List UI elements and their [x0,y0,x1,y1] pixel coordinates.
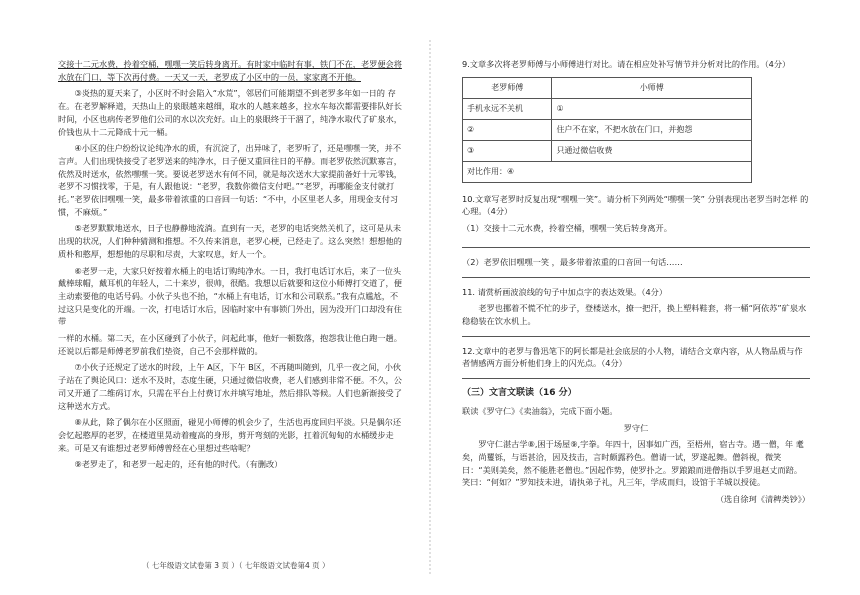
paragraph-3: ③炎热的夏天来了，小区时不时会陷入“水荒”，邻居们可能期望不到老罗多年如一日的 存在。在老罗解释道，天热山上的泉眼越来越细，取水的人越来越多，拉水车每次都需要排队好长 时间，小区也病传老罗他们公司的水以次充好。山上的泉眼终于干涸了，纯净水取代了矿泉水，价钱也从十二元降成十元一桶。 [58,88,402,137]
paragraph-1: 交接十二元水费，拎着空桶，嘿嘿一笑后转身离开。有时家中临时有事，铁门不在，老罗便会将水放在门口，等下次再付费。一天又一天，老罗成了小区中的一员，家家离不开他。 [58,59,402,82]
question-10: 10.文章写老罗时反复出现“嘿嘿一笑”。请分析下列两处“嘿嘿一笑” 分别表现出老罗当时怎样 的心理。（4分） [462,193,809,217]
question-11-quote: 老罗也挪着不慌不忙的步子，登楼送水，撩一把汗，换上塑料鞋套，将一桶“阿依苏”矿泉水稳稳装在饮水机上。 [462,303,807,326]
paragraph-8: ⑧从此，除了偶尔在小区照面，碰见小师傅的机会少了，生活也再度回归平淡。只是偶尔还会忆起憨厚的老罗，在楼道里晃动着瘦高的身形，剪开弯刻的光影，扛着沉甸甸的水桶缓步走来。可是又有谁想过老罗师傅曾经在心里想过些啥呢？ [58,417,402,453]
table-cell: 手机永远不关机 [463,98,552,119]
question-10-part-2: （2）老罗依旧嘿嘿一笑 ，最多带着浓重的口音回一句话…… [462,256,683,267]
table-summary-row: 对比作用：④ [463,161,752,182]
section-heading: （三）文言文联读（16 分） [462,388,577,399]
table-cell: ③ [463,140,552,161]
question-12: 12.文章中的老罗与鲁迅笔下的阿长都是社会底层的小人物，请结合文章内容，从人物品质与作者情感两方面分析他们身上的闪光点。（4分） [462,345,803,369]
right-column [462,58,810,510]
table-header-old-luo: 老罗师傅 [463,77,552,98]
paragraph-6: ⑥老罗一走，大家只好按着水桶上的电话订购纯净水。一日，我打电话订水后，来了一位头 戴棒球帽，戴耳机的年轻人，二十来岁，很帅，很酷。我想以后就要和这位小师傅打交道了，便主动索要他的电话号码。小伙子头也不抬，“水桶上有电话，订水和公司联系。”我有点尴尬，不过这只是变化的开端。一次，打电话订水后，因临时家中有事锁门外出，因为没开门口却没有住带 [58,265,402,327]
paragraph-9: ⑨老罗走了，和老罗一起走的，还有他的时代。（有删改） [74,459,283,470]
comparison-table [462,77,752,183]
table-cell: ② [463,119,552,140]
question-9: 9.文章多次将老罗师傅与小师傅进行对比。请在相应处补写情节并分析对比的作用。（4分） [462,59,791,69]
source-note: （选自徐珂《清稗类钞》） [715,494,810,505]
answer-line[interactable] [462,374,810,379]
paragraph-4: ④小区的住户纷纷议论纯净水的质，有沉淀了，出异味了，老罗听了，还是嘿嘿一笑，并不言声。人们出现快接受了老罗送来的纯净水，日子便又重回往日的平静。而老罗依然沉默寡言， 依然及时送水，依然嘿嘿一笑。要说老罗送水有何不同，就是每次送水大家提前备好十元零钱，老罗不习惯找零，于是，有人跟他说：“老罗，我数你微信支付吧。”“老罗，再哪能金支付就打托。”老罗依旧嘿嘿一笑，最多带着浓重的口音回一句话：“不中，小区里老人多，用现金支付习惯，不麻烦。” [58,143,402,217]
answer-line[interactable] [462,273,810,278]
table-cell: 只通过微信收费 [552,140,752,161]
classical-text: 罗守仁湛古学⑧,困于场屋⑨,字拳。年四十，因事如广西，至梧州，宿古寺。遇一僧，年 耄矣，尚矍铄，与语甚洽，因及技击，言时颇露矜色。僧请一试，罗遂起舞。僧斜视，微笑曰：“美则美矣，然不能胜老僧也。”因起作势，使罗扑之。罗踉踉而进僧指以手罗退赵丈而踣。笑曰：“何如？”罗知技未进，请执弟子礼，凡三年，学成而归，设馆于羊城以授徒。 [462,439,804,488]
answer-line[interactable] [462,239,810,248]
section-instruction: 联读《罗守仁》《卖油翁》，完成下面小题。 [462,405,618,416]
classical-text-title: 罗守仁 [623,422,649,433]
paragraph-5: ⑤老罗默默地送水，日子也静静地流淌。直到有一天，老罗的电话突然关机了，这可是从未 出现的状况，人们种种猜测和推想。不久传来消息，老罗心梗，已经走了。这么突然！想想他的质朴和憨厚，想想他的尽职和尽责，大家叹息，好人一个。 [58,223,402,259]
answer-line[interactable] [462,332,810,337]
table-header-young-master: 小师傅 [552,77,752,98]
question-10-part-1: （1）交接十二元水费，拎着空桶，嘿嘿一笑后转身离开。 [462,223,672,234]
table-cell: 住户不在家，不把水放在门口，并抱怨 [552,119,752,140]
left-column [58,58,404,475]
question-11: 11. 请赏析画波浪线的句子中加点字的表达效果。（4分） [462,286,668,297]
page-footer: （ 七年级语文试卷第 3 页 ）（ 七年级语文试卷第4 页 ） [142,561,330,570]
table-cell: ① [552,98,752,119]
paragraph-6-cont: 一样的水桶。第二天，在小区碰到了小伙子，问起此事，他好一顿数落，抱怨我让他白跑一趟。还说以后都是师傅老罗前我们垫资，自己不会那样做的。 [58,333,402,356]
paragraph-7: ⑦小伙子还规定了送水的时段，上午 A区，下午 B区，不再随叫随到，几乎一夜之间，小伙子站在了舆论风口：送水不及时，态度生硬，只通过微信收费，老人们感到非常不便。不久，公 司又开通了二维码订水，只需在平台上付费订水并填写地址，然后排队等候。人们也新渐接受了这种送水方式。 [58,362,402,411]
